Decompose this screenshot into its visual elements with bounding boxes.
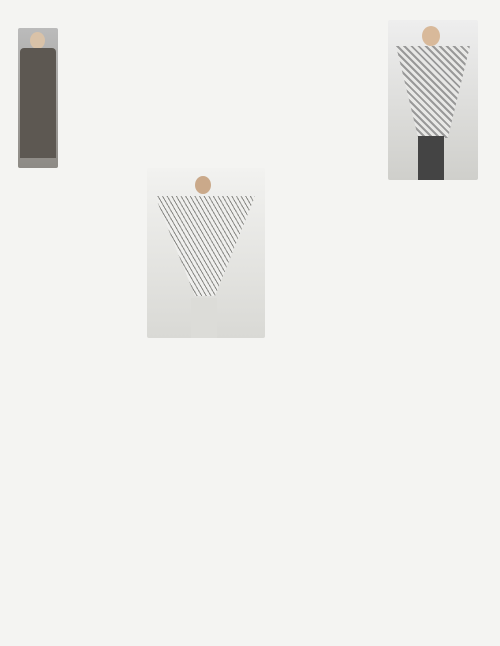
photo-shawl-37: [147, 168, 265, 338]
photo-shawl-36: [18, 28, 58, 168]
photo-shawl-38: [388, 20, 478, 180]
